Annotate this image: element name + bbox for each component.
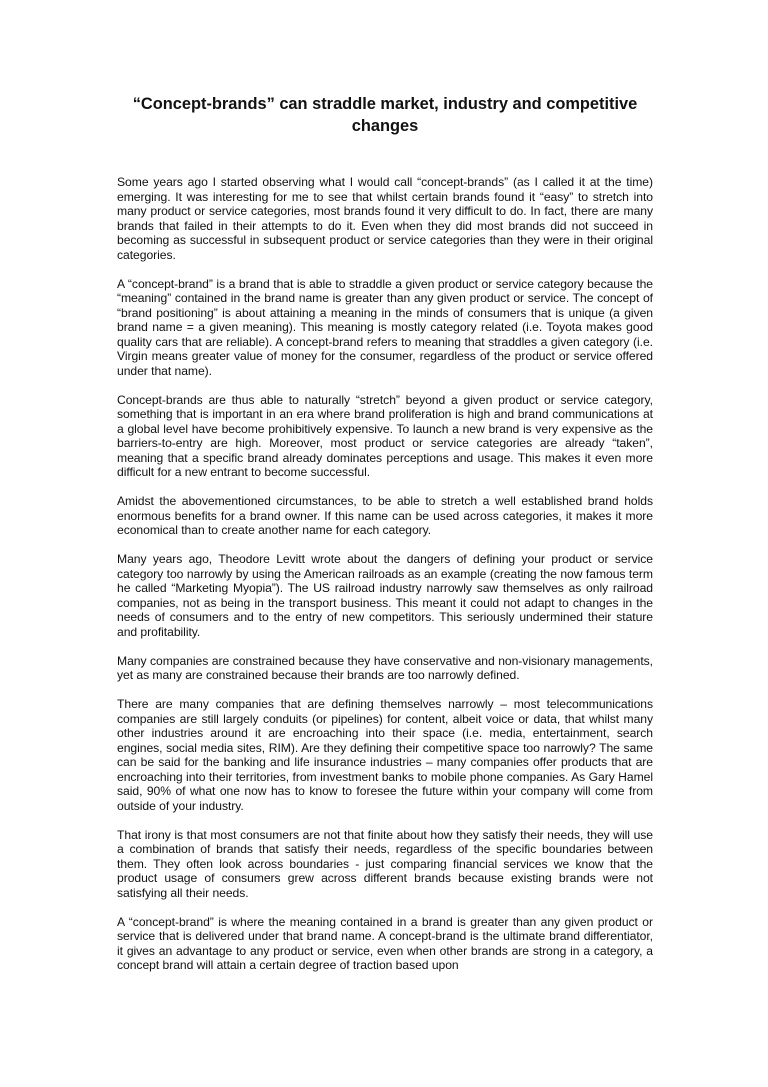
document-title: “Concept-brands” can straddle market, industry and competitive changes: [132, 95, 638, 135]
paragraph: Many years ago, Theodore Levitt wrote about the dangers of defining your product or service category too narrowly by using the American railroads as an example (creating the now famous term he called “Marketing Myopia”). The US railroad industry narrowly saw themselves as only railroad companies, not as being in the transport business. This meant it could not adapt to changes in the needs of consumers and to the entry of new competitors. This seriously undermined their stature and profitability.: [117, 552, 653, 639]
paragraph: Many companies are constrained because they have conservative and non-visionary managements, yet as many are constrained because their brands are too narrowly defined.: [117, 653, 653, 682]
paragraph: Amidst the abovementioned circumstances, to be able to stretch a well established brand holds enormous benefits for a brand owner. If this name can be used across categories, it makes it more economical than to create another name for each category.: [117, 494, 653, 537]
paragraph: There are many companies that are defining themselves narrowly – most telecommunications companies are still largely conduits (or pipelines) for content, albeit voice or data, that whilst many other industries around it are encroaching into their space (i.e. media, entertainment, search engines, social media sites, RIM). Are they defining their competitive space too narrowly? The same can be said for the banking and life insurance industries – many companies offer products that are encroaching into their territories, from investment banks to mobile phone companies. As Gary Hamel said, 90% of what one now has to know to foresee the future within your company will come from outside of your industry.: [117, 697, 653, 813]
paragraph: Concept-brands are thus able to naturally “stretch” beyond a given product or service category, something that is important in an era where brand proliferation is high and brand communications at a global level have become prohibitively expensive. To launch a new brand is very expensive as the barriers-to-entry are high. Moreover, most product or service categories are already “taken”, meaning that a specific brand already dominates perceptions and usage. This makes it even more difficult for a new entrant to become successful.: [117, 392, 653, 479]
document-body: [117, 175, 653, 987]
paragraph: Some years ago I started observing what I would call “concept-brands” (as I called it at the time) emerging. It was interesting for me to see that whilst certain brands found it “easy” to stretch into many product or service categories, most brands found it very difficult to do. In fact, there are many brands that failed in their attempts to do it. Even when they did most brands did not succeed in becoming as successful in subsequent product or service categories than they were in their original categories.: [117, 175, 653, 262]
paragraph: A “concept-brand” is where the meaning contained in a brand is greater than any given product or service that is delivered under that brand name. A concept-brand is the ultimate brand differentiator, it gives an advantage to any product or service, even when other brands are strong in a category, a concept brand will attain a certain degree of traction based upon: [117, 914, 653, 972]
paragraph: A “concept-brand” is a brand that is able to straddle a given product or service category because the “meaning” contained in the brand name is greater than any given product or service. The concept of “brand positioning” is about attaining a meaning in the minds of consumers that is unique (a given brand name = a given meaning). This meaning is mostly category related (i.e. Toyota makes good quality cars that are reliable). A concept-brand refers to meaning that straddles a given category (i.e. Virgin means greater value of money for the consumer, regardless of the product or service offered under that name).: [117, 276, 653, 378]
paragraph: That irony is that most consumers are not that finite about how they satisfy their needs, they will use a combination of brands that satisfy their needs, regardless of the specific boundaries between them. They often look across boundaries - just comparing financial services we know that the product usage of consumers grew across different brands because existing brands were not satisfying all their needs.: [117, 827, 653, 900]
